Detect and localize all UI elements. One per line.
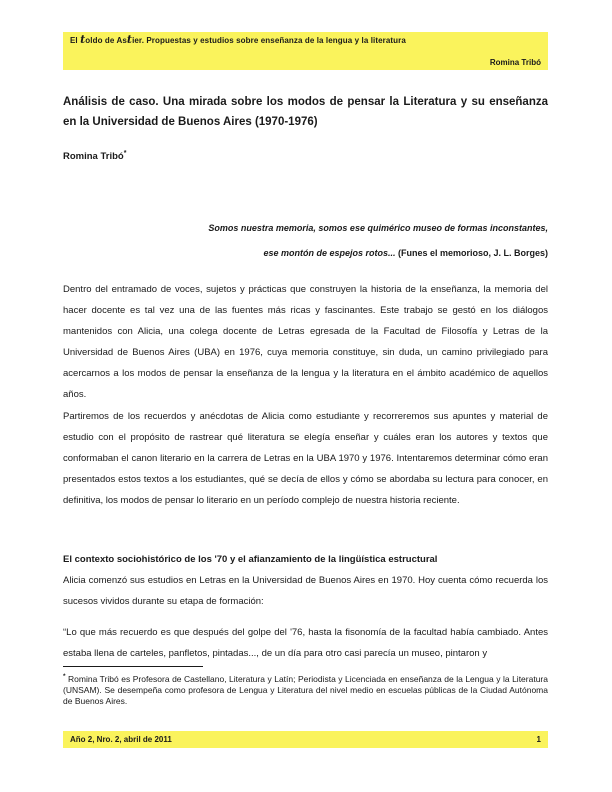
- epigraph-source: (Funes el memorioso, J. L. Borges): [395, 248, 548, 258]
- header-author-name: Romina Tribó: [489, 58, 541, 67]
- footnote-mark: *: [63, 673, 66, 680]
- journal-title: [70, 33, 541, 46]
- journal-header-band: [63, 32, 548, 70]
- epigraph-line2: ese montón de espejos rotos...: [263, 248, 396, 258]
- section-paragraph: Alicia comenzó sus estudios en Letras en la Universidad de Buenos Aires en 1970. Hoy cuenta cómo recuerda los sucesos vividos durante su etapa de formación:: [63, 575, 548, 607]
- body-paragraph-1: Dentro del entramado de voces, sujetos y prácticas que construyen la historia de la enseñanza, la memoria del hacer docente es tal vez una de las fuentes más ricas y fascinantes. Este trabajo se gestó en los diálogos mantenidos con Alicia, una colega docente de Letras egresada de la Facultad de Filosofía y Letras de la Universidad de Buenos Aires (UBA) en 1976, cuya memoria constituye, sin duda, un camino privilegiado para acercarnos a los modos de pensar la enseñanza de la lengua y la literatura en el ámbito académico de aquellos años.: [63, 284, 548, 400]
- journal-logo-letter: t: [80, 33, 86, 46]
- quote-paragraph: “Lo que más recuerdo es que después del golpe del '76, hasta la fisonomía de la facultad había cambiado. Antes estaba llena de carteles, panfletos, pintadas..., de un día para otro casi parecía un museo, pintaron y: [63, 627, 548, 659]
- footer-band: [63, 731, 548, 748]
- journal-title-part: ier. Propuestas y estudios sobre enseñanza de la lengua y la literatura: [132, 36, 406, 45]
- footnote: [63, 666, 548, 707]
- journal-title-part: oldo de As: [85, 36, 127, 45]
- section-heading: El contexto sociohistórico de los '70 y el afianzamiento de la lingüística estructural: [63, 554, 438, 565]
- footer-issue: Año 2, Nro. 2, abril de 2011: [70, 735, 172, 744]
- footnote-separator: [63, 666, 203, 667]
- journal-title-part: El: [70, 36, 81, 45]
- body-paragraph-2: Partiremos de los recuerdos y anécdotas de Alicia como estudiante y recorreremos sus apuntes y material de estudio con el propósito de rastrear qué literatura se elegía enseñar y cuáles eran los autores y textos que conformaban el canon literario en la carrera de Letras en la UBA 1970 y 1976. Intentaremos determinar cómo eran presentados estos textos a los estudiantes, qué se decía de ellos y cómo se abordaba su lectura para conocer, en definitiva, los modos de pensar lo literario en un período complejo de nuestra historia reciente.: [63, 411, 548, 506]
- footnote-text: Romina Tribó es Profesora de Castellano, Literatura y Latín; Periodista y Licenciada en enseñanza de la Lengua y la Literatura (UNSAM). Se desempeña como profesora de Lengua y Literatura del nivel medio en escuelas públicas de la Ciudad Autónoma de Buenos Aires.: [63, 673, 548, 706]
- epigraph: [63, 216, 548, 266]
- epigraph-line1: Somos nuestra memoria, somos ese quimérico museo de formas inconstantes,: [208, 223, 548, 233]
- author-footnote-mark: *: [123, 150, 127, 157]
- article-title: Análisis de caso. Una mirada sobre los modos de pensar la Literatura y su enseñanza en la Universidad de Buenos Aires (1970-1976): [63, 96, 548, 128]
- journal-logo-letter: t: [126, 33, 133, 46]
- article-author: [63, 150, 548, 162]
- article-author-name: Romina Tribó: [63, 151, 124, 163]
- footer-page-number: 1: [536, 735, 541, 744]
